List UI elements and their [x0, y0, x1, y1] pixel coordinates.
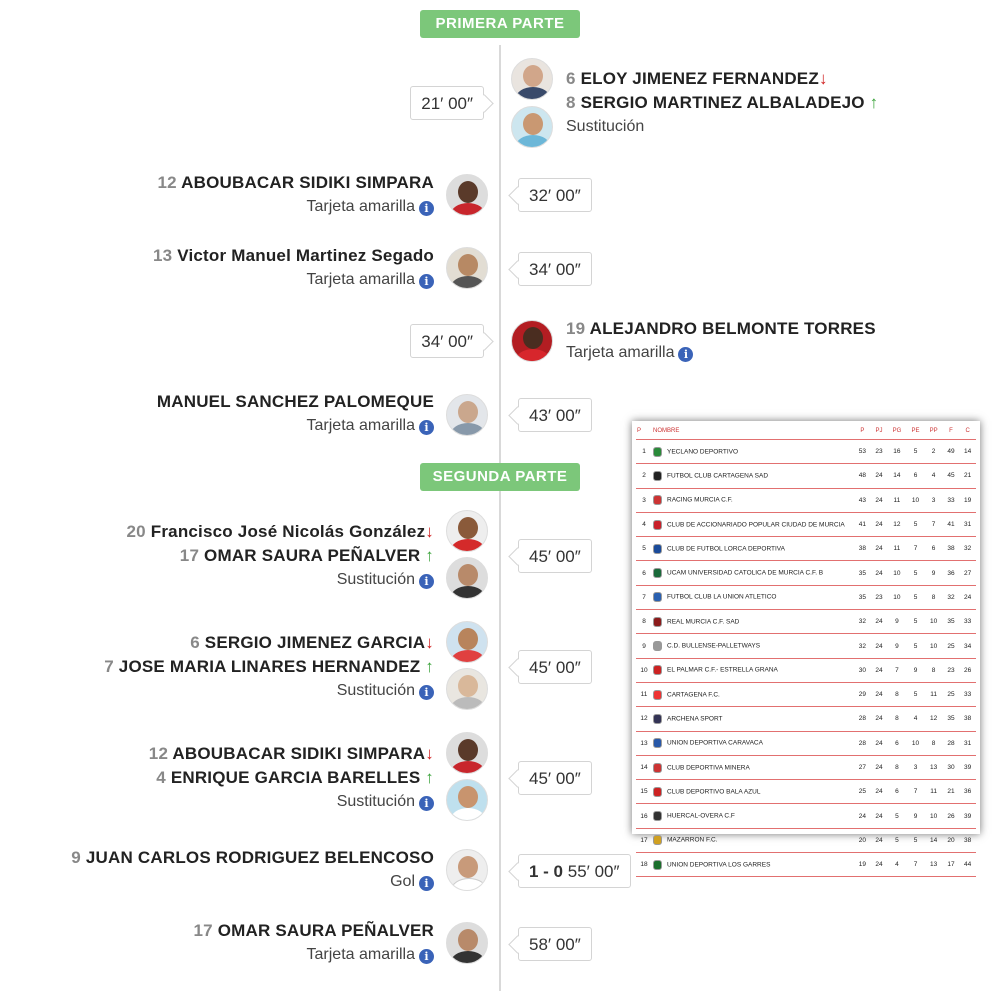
team-name: CLUB DE ACCIONARIADO POPULAR CIUDAD DE MURCIA	[652, 512, 854, 536]
table-row	[636, 488, 976, 512]
position-cell: 16	[636, 804, 652, 828]
team-name: ARCHENA SPORT	[652, 707, 854, 731]
stat-cell: 5	[907, 585, 925, 609]
stat-cell: 13	[925, 755, 943, 779]
event-yellow-card: 12 ABOUBACAR SIDIKI SIMPARA Tarjeta amarilla i	[157, 173, 434, 215]
info-icon[interactable]: i	[419, 949, 434, 964]
position-cell: 14	[636, 755, 652, 779]
table-row	[636, 440, 976, 464]
stat-cell: 41	[943, 512, 960, 536]
table-row	[636, 828, 976, 852]
stat-cell: 26	[959, 658, 976, 682]
stat-cell: 35	[854, 561, 871, 585]
player-avatar	[446, 779, 488, 821]
position-cell: 10	[636, 658, 652, 682]
stat-cell: 43	[854, 488, 871, 512]
stat-cell: 35	[943, 610, 960, 634]
arrow-down-icon: ↓	[425, 522, 434, 541]
stat-cell: 24	[871, 464, 888, 488]
stat-cell: 35	[943, 707, 960, 731]
stat-cell: 28	[854, 707, 871, 731]
stat-cell: 7	[907, 780, 925, 804]
stat-cell: 7	[887, 658, 906, 682]
stat-cell: 5	[907, 440, 925, 464]
stat-cell: 11	[887, 488, 906, 512]
stat-cell: 39	[959, 755, 976, 779]
stat-cell: 23	[871, 585, 888, 609]
stat-cell: 10	[925, 804, 943, 828]
table-row	[636, 682, 976, 706]
team-crest-icon	[653, 811, 662, 821]
stat-cell: 28	[943, 731, 960, 755]
event-time-box: 58′ 00″	[518, 927, 592, 961]
stat-cell: 27	[854, 755, 871, 779]
stat-cell: 9	[907, 658, 925, 682]
stat-cell: 10	[907, 731, 925, 755]
player-avatar	[446, 849, 488, 891]
position-cell: 13	[636, 731, 652, 755]
stat-cell: 4	[907, 707, 925, 731]
player-avatar	[511, 58, 553, 100]
stat-cell: 19	[854, 853, 871, 877]
table-row	[636, 658, 976, 682]
stat-cell: 49	[943, 440, 960, 464]
col-header: P	[636, 423, 652, 440]
stat-cell: 25	[854, 780, 871, 804]
team-name: RACING MURCIA C.F.	[652, 488, 854, 512]
info-icon[interactable]: i	[419, 876, 434, 891]
stat-cell: 4	[887, 853, 906, 877]
stat-cell: 28	[854, 731, 871, 755]
stat-cell: 23	[871, 440, 888, 464]
player-avatar	[446, 668, 488, 710]
stat-cell: 23	[943, 658, 960, 682]
stat-cell: 36	[959, 780, 976, 804]
col-header: PP	[925, 423, 943, 440]
stat-cell: 12	[925, 707, 943, 731]
team-name: FUTBOL CLUB CARTAGENA SAD	[652, 464, 854, 488]
info-icon[interactable]: i	[419, 796, 434, 811]
stat-cell: 5	[907, 610, 925, 634]
position-cell: 15	[636, 780, 652, 804]
stat-cell: 36	[943, 561, 960, 585]
col-header: P	[854, 423, 871, 440]
stat-cell: 24	[854, 804, 871, 828]
stat-cell: 8	[887, 755, 906, 779]
stat-cell: 38	[943, 537, 960, 561]
player-avatar	[511, 106, 553, 148]
period-label-first: PRIMERA PARTE	[420, 10, 580, 38]
stat-cell: 38	[959, 707, 976, 731]
position-cell: 9	[636, 634, 652, 658]
team-name: UCAM UNIVERSIDAD CATOLICA DE MURCIA C.F. B	[652, 561, 854, 585]
event-substitution: 6 SERGIO JIMENEZ GARCIA↓ 7 JOSE MARIA LINARES HERNANDEZ ↑ Sustitución i	[104, 633, 434, 699]
table-row	[636, 731, 976, 755]
stat-cell: 9	[925, 561, 943, 585]
team-name: REAL MURCIA C.F. SAD	[652, 610, 854, 634]
stat-cell: 32	[959, 537, 976, 561]
stat-cell: 30	[943, 755, 960, 779]
arrow-down-icon: ↓	[818, 69, 828, 88]
stat-cell: 31	[959, 731, 976, 755]
stat-cell: 21	[959, 464, 976, 488]
team-crest-icon	[653, 447, 662, 457]
stat-cell: 9	[887, 634, 906, 658]
stat-cell: 5	[887, 804, 906, 828]
stat-cell: 8	[925, 658, 943, 682]
stat-cell: 5	[907, 828, 925, 852]
stat-cell: 38	[959, 828, 976, 852]
arrow-up-icon: ↑	[425, 768, 434, 787]
team-name: YECLANO DEPORTIVO	[652, 440, 854, 464]
stat-cell: 24	[959, 585, 976, 609]
team-crest-icon	[653, 690, 662, 700]
col-header: F	[943, 423, 960, 440]
team-name: UNION DEPORTIVA LOS GARRES	[652, 853, 854, 877]
stat-cell: 21	[943, 780, 960, 804]
event-goal: 9 JUAN CARLOS RODRIGUEZ BELENCOSO Gol i	[71, 848, 434, 890]
table-row	[636, 464, 976, 488]
stat-cell: 24	[871, 537, 888, 561]
standings-table	[632, 421, 980, 869]
info-icon[interactable]: i	[419, 574, 434, 589]
team-crest-icon	[653, 520, 662, 530]
stat-cell: 24	[871, 731, 888, 755]
team-crest-icon	[653, 665, 662, 675]
stat-cell: 10	[925, 634, 943, 658]
stat-cell: 11	[925, 780, 943, 804]
event-yellow-card: 19 ALEJANDRO BELMONTE TORRES Tarjeta amarilla i	[566, 319, 876, 361]
event-yellow-card: 13 Victor Manuel Martinez Segado Tarjeta amarilla i	[152, 246, 434, 288]
info-icon[interactable]: i	[419, 685, 434, 700]
position-cell: 11	[636, 682, 652, 706]
table-row	[636, 780, 976, 804]
position-cell: 6	[636, 561, 652, 585]
team-crest-icon	[653, 738, 662, 748]
player-avatar	[446, 621, 488, 663]
stat-cell: 24	[871, 707, 888, 731]
stat-cell: 24	[871, 488, 888, 512]
team-crest-icon	[653, 617, 662, 627]
event-time-box: 1 - 0 55′ 00″	[518, 854, 631, 888]
stat-cell: 26	[943, 804, 960, 828]
stat-cell: 24	[871, 804, 888, 828]
stat-cell: 10	[907, 488, 925, 512]
stat-cell: 13	[925, 853, 943, 877]
info-icon[interactable]: i	[678, 347, 693, 362]
stat-cell: 20	[854, 828, 871, 852]
position-cell: 18	[636, 853, 652, 877]
team-name: HUERCAL-OVERA C.F	[652, 804, 854, 828]
event-time-box: 32′ 00″	[518, 178, 592, 212]
event-time-box: 34′ 00″	[410, 324, 484, 358]
col-header: PE	[907, 423, 925, 440]
position-cell: 7	[636, 585, 652, 609]
position-cell: 3	[636, 488, 652, 512]
stat-cell: 17	[943, 853, 960, 877]
arrow-up-icon: ↑	[425, 657, 434, 676]
team-name: UNION DEPORTIVA CARAVACA	[652, 731, 854, 755]
player-avatar	[446, 174, 488, 216]
stat-cell: 5	[907, 561, 925, 585]
event-time-box: 45′ 00″	[518, 761, 592, 795]
stat-cell: 25	[943, 682, 960, 706]
stat-cell: 5	[887, 828, 906, 852]
arrow-down-icon: ↓	[425, 744, 434, 763]
event-yellow-card: MANUEL SANCHEZ PALOMEQUE Tarjeta amarilla i	[156, 392, 434, 434]
stat-cell: 35	[854, 585, 871, 609]
team-crest-icon	[653, 544, 662, 554]
stat-cell: 9	[887, 610, 906, 634]
stat-cell: 24	[871, 561, 888, 585]
event-substitution: 20 Francisco José Nicolás González↓ 17 OMAR SAURA PEÑALVER ↑ Sustitución i	[126, 522, 434, 588]
table-row	[636, 707, 976, 731]
table-row	[636, 804, 976, 828]
stat-cell: 16	[887, 440, 906, 464]
stat-cell: 24	[871, 780, 888, 804]
stat-cell: 24	[871, 658, 888, 682]
stat-cell: 19	[959, 488, 976, 512]
position-cell: 8	[636, 610, 652, 634]
team-crest-icon	[653, 471, 662, 481]
stat-cell: 8	[887, 682, 906, 706]
col-header: PJ	[871, 423, 888, 440]
event-substitution: 6 ELOY JIMENEZ FERNANDEZ↓ 8 SERGIO MARTINEZ ALBALADEJO ↑ Sustitución	[566, 69, 879, 135]
stat-cell: 32	[854, 634, 871, 658]
timeline-axis	[499, 45, 501, 991]
stat-cell: 6	[887, 780, 906, 804]
arrow-up-icon: ↑	[425, 546, 434, 565]
player-avatar	[511, 320, 553, 362]
stat-cell: 24	[871, 610, 888, 634]
stat-cell: 10	[887, 585, 906, 609]
stat-cell: 11	[887, 537, 906, 561]
position-cell: 5	[636, 537, 652, 561]
event-yellow-card: 17 OMAR SAURA PEÑALVER Tarjeta amarilla i	[193, 921, 434, 963]
stat-cell: 33	[959, 682, 976, 706]
arrow-up-icon: ↑	[869, 93, 879, 112]
position-cell: 2	[636, 464, 652, 488]
stat-cell: 6	[925, 537, 943, 561]
match-score: 1 - 0	[529, 862, 564, 881]
stat-cell: 14	[925, 828, 943, 852]
col-header: C	[959, 423, 976, 440]
stat-cell: 3	[907, 755, 925, 779]
stat-cell: 7	[907, 537, 925, 561]
standings-header-row	[636, 423, 976, 440]
period-label-second: SEGUNDA PARTE	[420, 463, 580, 491]
position-cell: 4	[636, 512, 652, 536]
table-row	[636, 561, 976, 585]
stat-cell: 8	[887, 707, 906, 731]
event-time-box: 43′ 00″	[518, 398, 592, 432]
stat-cell: 25	[943, 634, 960, 658]
event-time-box: 21′ 00″	[410, 86, 484, 120]
stat-cell: 8	[925, 731, 943, 755]
stat-cell: 33	[943, 488, 960, 512]
stat-cell: 9	[907, 804, 925, 828]
stat-cell: 48	[854, 464, 871, 488]
team-crest-icon	[653, 495, 662, 505]
stat-cell: 10	[925, 610, 943, 634]
stat-cell: 27	[959, 561, 976, 585]
stat-cell: 4	[925, 464, 943, 488]
team-name: MAZARRON F.C.	[652, 828, 854, 852]
position-cell: 17	[636, 828, 652, 852]
col-header: NOMBRE	[652, 423, 854, 440]
team-name: C.D. BULLENSE-PALLETWAYS	[652, 634, 854, 658]
team-name: CLUB DEPORTIVA MINERA	[652, 755, 854, 779]
col-header: PG	[887, 423, 906, 440]
table-row	[636, 537, 976, 561]
stat-cell: 53	[854, 440, 871, 464]
position-cell: 1	[636, 440, 652, 464]
team-name: CARTAGENA F.C.	[652, 682, 854, 706]
team-crest-icon	[653, 763, 662, 773]
stat-cell: 32	[854, 610, 871, 634]
stat-cell: 24	[871, 682, 888, 706]
stat-cell: 6	[907, 464, 925, 488]
table-row	[636, 585, 976, 609]
info-icon[interactable]: i	[419, 420, 434, 435]
stat-cell: 10	[887, 561, 906, 585]
team-name: CLUB DEPORTIVO BALA AZUL	[652, 780, 854, 804]
stat-cell: 44	[959, 853, 976, 877]
stat-cell: 45	[943, 464, 960, 488]
team-name: CLUB DE FUTBOL LORCA DEPORTIVA	[652, 537, 854, 561]
stat-cell: 24	[871, 634, 888, 658]
team-crest-icon	[653, 714, 662, 724]
stat-cell: 8	[925, 585, 943, 609]
stat-cell: 24	[871, 828, 888, 852]
stat-cell: 39	[959, 804, 976, 828]
stat-cell: 30	[854, 658, 871, 682]
stat-cell: 6	[887, 731, 906, 755]
player-avatar	[446, 247, 488, 289]
stat-cell: 32	[943, 585, 960, 609]
stat-cell: 14	[959, 440, 976, 464]
table-row	[636, 853, 976, 877]
player-avatar	[446, 394, 488, 436]
stat-cell: 33	[959, 610, 976, 634]
stat-cell: 5	[907, 682, 925, 706]
info-icon[interactable]: i	[419, 274, 434, 289]
team-crest-icon	[653, 592, 662, 602]
stat-cell: 3	[925, 488, 943, 512]
arrow-down-icon: ↓	[425, 633, 434, 652]
stat-cell: 14	[887, 464, 906, 488]
table-row	[636, 610, 976, 634]
team-crest-icon	[653, 568, 662, 578]
stat-cell: 24	[871, 853, 888, 877]
team-crest-icon	[653, 787, 662, 797]
team-name: EL PALMAR C.F.- ESTRELLA GRANA	[652, 658, 854, 682]
team-name: FUTBOL CLUB LA UNION ATLETICO	[652, 585, 854, 609]
event-time-box: 45′ 00″	[518, 650, 592, 684]
table-row	[636, 634, 976, 658]
stat-cell: 2	[925, 440, 943, 464]
stat-cell: 38	[854, 537, 871, 561]
player-avatar	[446, 510, 488, 552]
stat-cell: 41	[854, 512, 871, 536]
team-crest-icon	[653, 860, 662, 870]
stat-cell: 11	[925, 682, 943, 706]
position-cell: 12	[636, 707, 652, 731]
table-row	[636, 512, 976, 536]
event-time-box: 34′ 00″	[518, 252, 592, 286]
info-icon[interactable]: i	[419, 201, 434, 216]
team-crest-icon	[653, 835, 662, 845]
stat-cell: 12	[887, 512, 906, 536]
stat-cell: 7	[925, 512, 943, 536]
stat-cell: 24	[871, 512, 888, 536]
stat-cell: 24	[871, 755, 888, 779]
player-avatar	[446, 557, 488, 599]
stat-cell: 20	[943, 828, 960, 852]
table-row	[636, 755, 976, 779]
stat-cell: 5	[907, 512, 925, 536]
stat-cell: 29	[854, 682, 871, 706]
team-crest-icon	[653, 641, 662, 651]
player-avatar	[446, 922, 488, 964]
player-avatar	[446, 732, 488, 774]
stat-cell: 31	[959, 512, 976, 536]
stat-cell: 5	[907, 634, 925, 658]
stat-cell: 7	[907, 853, 925, 877]
event-time-box: 45′ 00″	[518, 539, 592, 573]
stat-cell: 34	[959, 634, 976, 658]
event-substitution: 12 ABOUBACAR SIDIKI SIMPARA↓ 4 ENRIQUE GARCIA BARELLES ↑ Sustitución i	[148, 744, 434, 810]
